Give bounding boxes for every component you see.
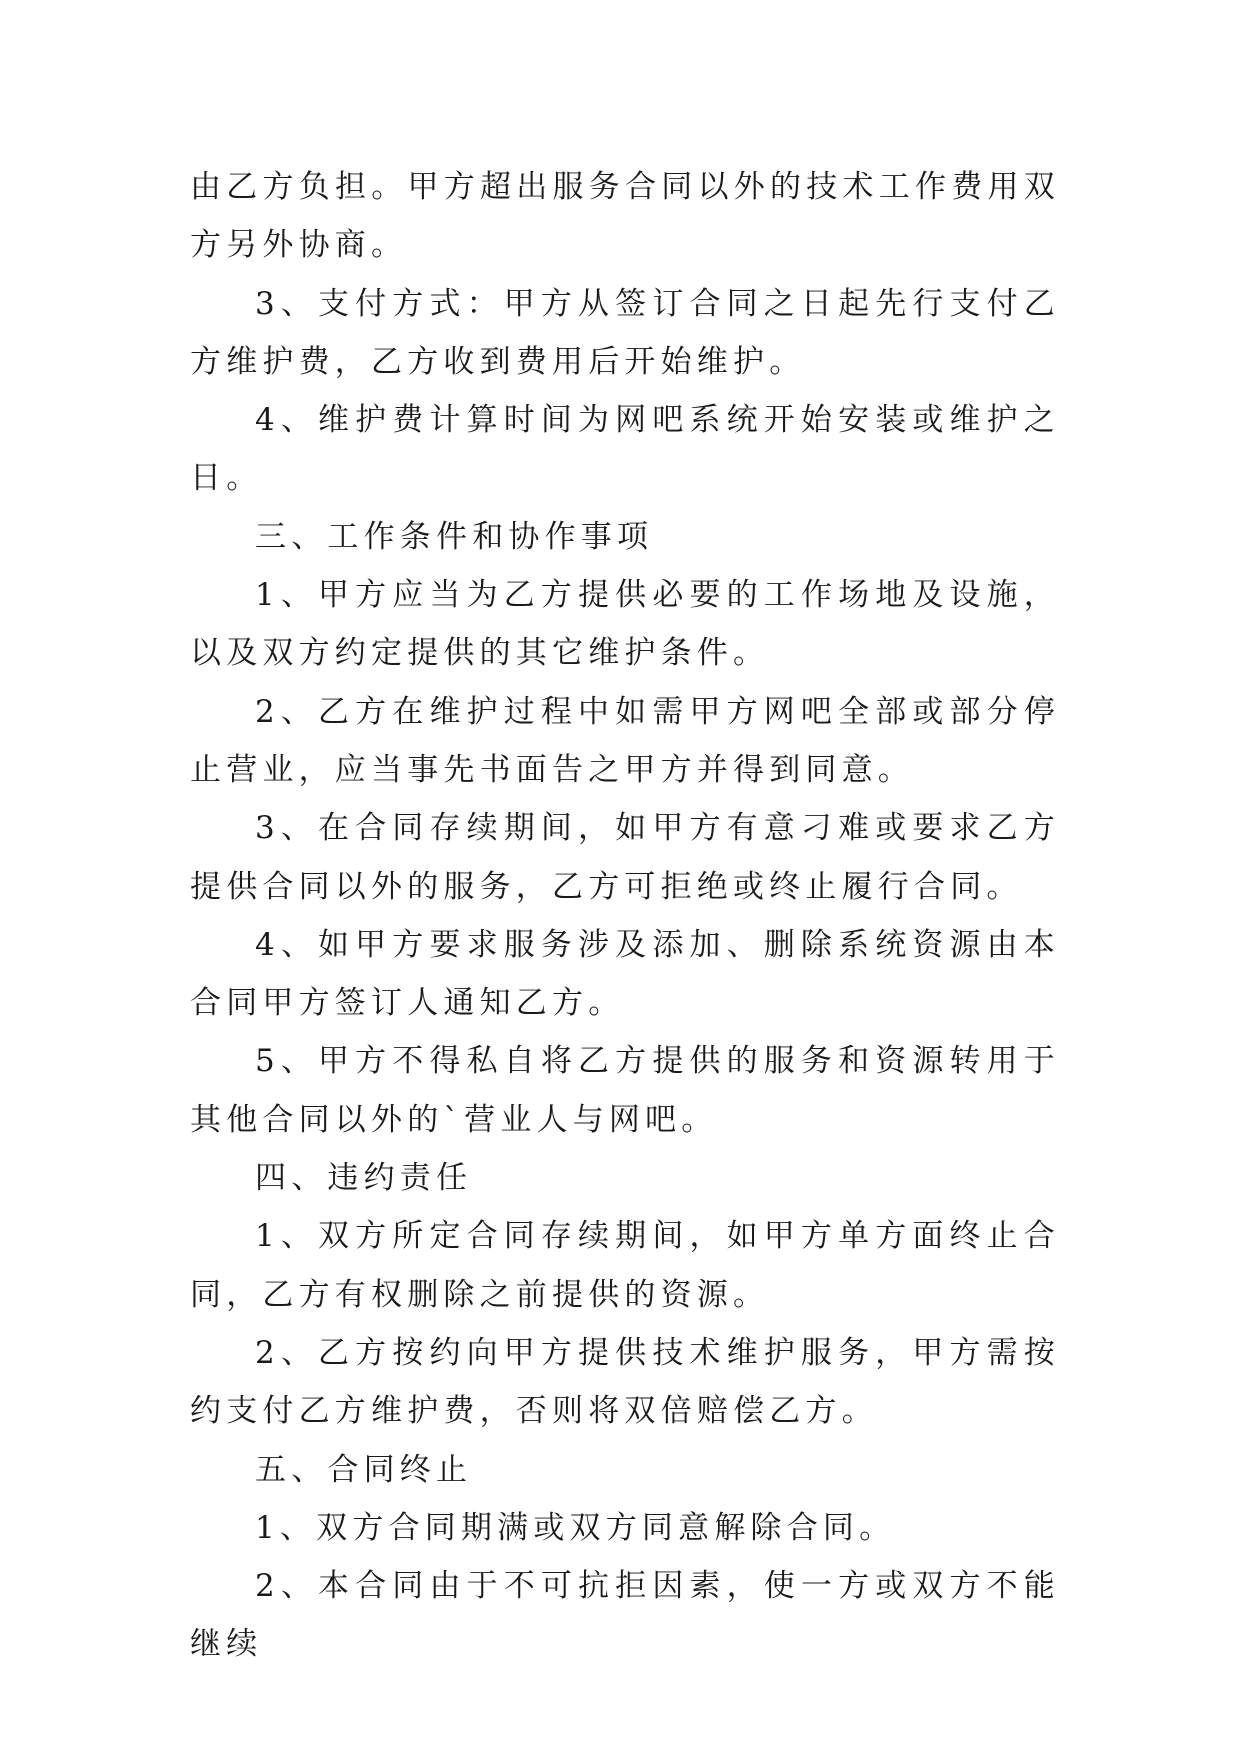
paragraph-unilateral-termination: 1、双方所定合同存续期间，如甲方单方面终止合同，乙方有权删除之前提供的资源。 <box>190 1218 1060 1313</box>
section-heading-work-conditions: 三、工作条件和协作事项 <box>255 518 654 555</box>
paragraph-expiry: 1、双方合同期满或双方同意解除合同。 <box>255 1509 896 1546</box>
paragraph-no-transfer: 5、甲方不得私自将乙方提供的服务和资源转用于其他合同以外的`营业人与网吧。 <box>190 1043 1060 1138</box>
paragraph-work-site: 1、甲方应当为乙方提供必要的工作场地及设施，以及双方约定提供的其它维护条件。 <box>190 577 1060 672</box>
paragraph-double-compensation: 2、乙方按约向甲方提供技术维护服务，甲方需按约支付乙方维护费，否则将双倍赔偿乙方。 <box>190 1334 1060 1430</box>
document-page <box>190 158 1060 1674</box>
paragraph-business-suspension: 2、乙方在维护过程中如需甲方网吧全部或部分停止营业，应当事先书面告之甲方并得到同意。 <box>190 693 1060 788</box>
paragraph-fee-start: 4、维护费计算时间为网吧系统开始安装或维护之日。 <box>190 402 1060 497</box>
paragraph-continuation: 由乙方负担。甲方超出服务合同以外的技术工作费用双方另外协商。 <box>190 169 1060 264</box>
section-heading-termination: 五、合同终止 <box>255 1451 473 1488</box>
paragraph-resource-changes: 4、如甲方要求服务涉及添加、删除系统资源由本合同甲方签订人通知乙方。 <box>190 926 1060 1022</box>
paragraph-payment-method: 3、支付方式：甲方从签订合同之日起先行支付乙方维护费，乙方收到费用后开始维护。 <box>190 285 1060 380</box>
paragraph-force-majeure: 2、本合同由于不可抗拒因素，使一方或双方不能继续 <box>190 1568 1060 1663</box>
paragraph-contract-refusal: 3、在合同存续期间，如甲方有意刁难或要求乙方提供合同以外的服务，乙方可拒绝或终止履行合同。 <box>190 810 1060 905</box>
section-heading-liability: 四、违约责任 <box>255 1160 473 1197</box>
